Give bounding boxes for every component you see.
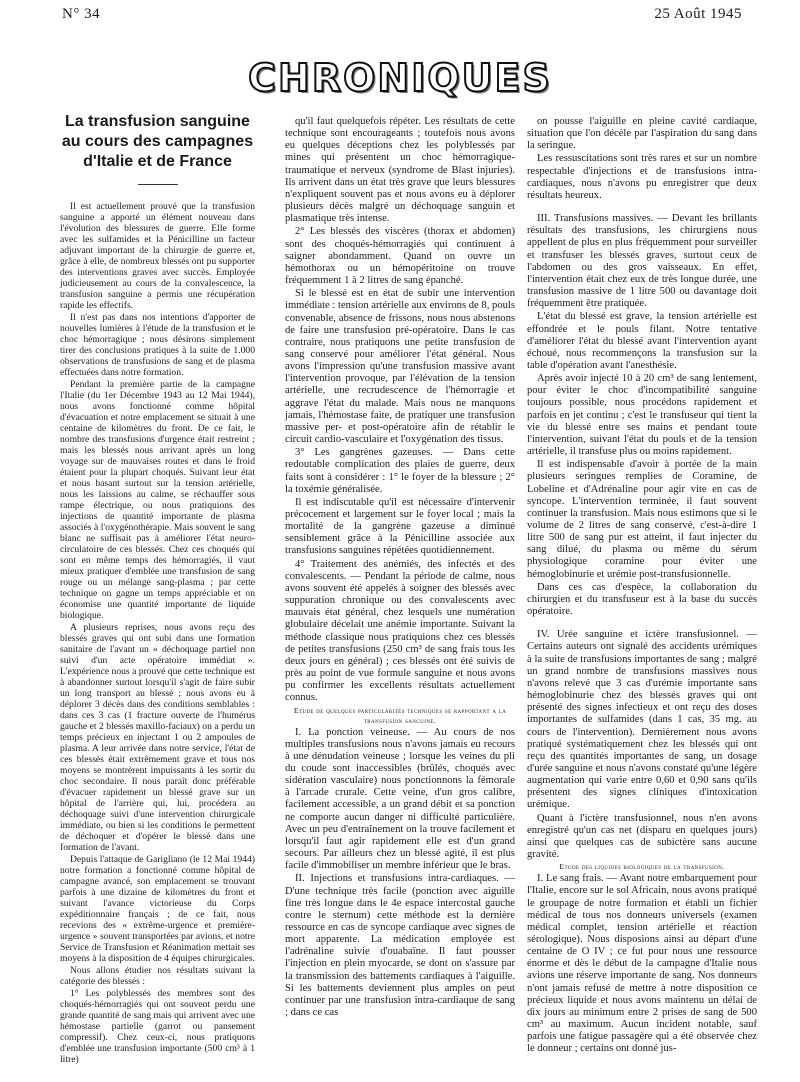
- paragraph: Les ressuscitations sont très rares et sur un nombre respectable d'injections et de transfusions intra-cardiaques, nous n'avons pu enregistrer que deux résultats heureux.: [527, 153, 757, 201]
- paragraph: Pendant la première partie de la campagne l'Italie (du 1er Décembre 1943 au 12 Mai 1944), nous avons fonctionné comme hôpital d'évacuation et notre emplacement se situait à une centaine de kilomètres du front. De ce fait, le nombre des transfusions d'urgence était restreint ; mais les blessés nous arrivant après un long voyage sur de mauvaises routes et dans le froid étaient pour la plupart choqués. Suivant leur état et nous basant surtout sur la tension artérielle, nous les laissions au calme, se réchauffer sous rampe électrique, ou nous pratiquions des injections de quantité importante de plasma associés à l'oxygénothérapie. Mais souvent le sang blanc ne suffisait pas à améliorer l'état neuro-circulatoire de ces blessés. Chez ces choqués qui sont en même temps des hémorragiés, il vaut mieux pratiquer d'emblée une transfusion de sang rouge ou un mélange sang-plasma ; par cette technique on gagne un temps appréciable et on économise une quantité importante de liquide biologique.: [60, 379, 255, 621]
- paragraph: Dans ces cas d'espèce, la collaboration du chirurgien et du transfuseur est à la base du succès opératoire.: [527, 581, 757, 618]
- paragraph: Si le blessé est en état de subir une intervention immédiate : tension artérielle aux environs de 8, pouls convenable, absence de frissons, nous nous abstenons de faire une transfusion pré-opératoire. Dans le cas contraire, nous pratiquons une petite transfusion de sang conservé pour améliorer l'état général. Nous avons l'impression qu'une transfusion massive avant l'intervention provoque, par l'élévation de la tension artérielle, une recrudescence de l'hémorragie et aggrave l'état du malade. Mais nous ne manquons jamais, l'hémostase faite, de pratiquer une transfusion massive per- et post-opératoire afin de rétablir le circuit cardio-vasculaire et l'oxygénation des tissus.: [285, 288, 515, 446]
- paragraph: IV. Urée sanguine et ictère transfusionnel. — Certains auteurs ont signalé des accidents urémiques à la suite de transfusions importantes de sang ; malgré un grand nombre de transfusions massives nous n'avons relevé que 3 cas d'urémie importante sans hémoglobinurie chez des blessés graves qui ont présenté des signes infectieux et ont reçu des doses importantes de sulfamides (dans 1 cas, 35 mg. au cours de l'intervention). Dernièrement nous avons pratiqué systématiquement chez les blessés qui ont reçu des quantités importantes de sang, un dosage d'urée sanguine et nous n'avons constaté qu'une légère augmentation qui varie entre 0,60 et 0,90 sans qu'ils présentent des signes cliniques d'intoxication urémique.: [527, 629, 757, 811]
- paragraph: on pousse l'aiguille en pleine cavité cardiaque, situation que l'on décèle par l'aspiration du sang dans la seringue.: [527, 116, 757, 152]
- section-subheading: Etude de quelques particularités techniques se rapportant a la transfusion sanguine.: [293, 705, 507, 725]
- section-title: CHRONIQUES: [248, 56, 552, 100]
- paragraph: 2° Les blessés des viscères (thorax et abdomen) sont des choqués-hémorragiés qui continuent à saigner abondamment. Quand on ouvre un hémothorax ou un hémopéritoine on trouve fréquemment 1 à 2 litres de sang épanché.: [285, 226, 515, 287]
- paragraph: 1° Les polyblessés des membres sont des choqués-hémorragiés qui ont souvent perdu une grande quantité de sang mais qui arrivent avec une hémostase partielle (garrot ou pansement compressif). Chez ceux-ci, nous pratiquons d'emblée une transfusion importante (500 cm³ à 1 litre): [60, 988, 255, 1065]
- paragraph: A plusieurs reprises, nous avons reçu des blessés graves qui ont subi dans une formation sanitaire de l'avant un « déchoquage partiel non suivi d'un acte opératoire immédiat ». L'expérience nous a prouvé que cette technique est à abandonner surtout lorsqu'il s'agit de faire subir un long transport au blessé ; nous avons eu à déplorer 3 décès dans des conditions semblables : dans ces 3 cas (1 fracture ouverte de l'humérus gauche et 2 blessés maxillo-faciaux) on a perdu un temps précieux en injectant 1 ou 2 ampoules de plasma. A leur arrivée dans notre service, l'état de ces blessés était extrêmement grave et tous nos moyens se montrèrent impuissants à les sortir du choc secondaire. Il nous paraît donc préférable d'évacuer rapidement un blessé grave sur un hôpital de l'arrière qui, lui, procédera au déchoquage suivi d'une intervention chirurgicale immédiate, ou bien si les conditions le permettent de déchoquer et d'opérer le blessé dans une formation de l'avant.: [60, 622, 255, 853]
- paragraph: II. Injections et transfusions intra-cardiaques. — D'une technique très facile (ponction avec aiguille fine très longue dans le 4e espace intercostal gauche contre le sternum) cette méthode est la dernière ressource en cas de syncope cardiaque avec signes de mort apparente. La médication employée est l'adrénaline suivie d'ouabaïne. Il faut pousser l'injection en plein myocarde, se dont on s'assure par la transmission des battements cardiaques à l'aiguille. Si les battements deviennent plus amples on peut continuer par une transfusion intra-cardiaque de sang ; dans ce cas: [285, 873, 515, 1019]
- section-subheading: Etude des liquides biologiques de la transfusion.: [559, 862, 725, 872]
- paragraph: 3° Les gangrènes gazeuses. — Dans cette redoutable complication des plaies de guerre, deux faits sont à considérer : 1° le foyer de la blessure ; 2° la toxémie généralisée.: [285, 447, 515, 495]
- article-title: La transfusion sanguine au cours des campagnes d'Italie et de France: [61, 113, 254, 170]
- paragraph: Il n'est pas dans nos intentions d'apporter de nouvelles lumières à l'étude de la transfusion et le choc hémorragique ; nous désirons simplement tirer des conclusions pratiques à la suite de 1.000 observations de transfusions de sang et de plasma effectuées dans notre formation.: [60, 312, 255, 378]
- title-divider: [138, 184, 178, 185]
- paragraph: Il est actuellement prouvé que la transfusion sanguine a apporté un élément nouveau dans l'évolution des blessures de guerre. Elle forme avec les sulfamides et la Pénicilline un facteur adjuvant important de la chirurgie de guerre et, grâce à elle, de nombreux blessés ont pu supporter des interventions graves avec succès. Employée judicieusement au cours de la convalescence, la transfusion sanguine a permis une récupération rapide les effectifs.: [60, 201, 255, 311]
- paragraph: Après avoir injecté 10 à 20 cm³ de sang lentement, pour éviter le choc d'incompatibilité sanguine toujours possible, nous procédons rapidement et parfois en jet continu ; c'est le transfuseur qui tient la vie du blessé entre ses mains et pendant toute l'intervention, suivant l'état du pouls et de la tension artérielle, il transfuse plus ou moins rapidement.: [527, 373, 757, 458]
- paragraph: qu'il faut quelquefois répéter. Les résultats de cette technique sont encourageants ; toutefois nous avons eu quelques déceptions chez les polyblessés par mines qui présentent un choc hémorragique-traumatique et nerveux (syndrome de Blast injuries). Ils arrivent dans un état très grave que leurs blessures n'expliquent souvent pas et nous avons eu à déplorer plusieurs décès malgré un déchoquage sanguin et plasmatique très intense.: [285, 116, 515, 225]
- paragraph: Il est indispensable d'avoir à portée de la main plusieurs seringues remplies de Coramine, de Lobeline et d'Adrénaline pour agir vite en cas de syncope. L'intervention terminée, il faut souvent continuer la transfusion. Mais nous estimons que si le volume de 2 litres de sang conservé, c'est-à-dire 1 litre 500 de sang pur est atteint, il faut injecter du sang dilué, du plasma ou même du sérum physiologique coramine pour éviter une hémoglobinurie et urémie post-transfusionnelle.: [527, 459, 757, 580]
- paragraph: Nous allons étudier nos résultats suivant la catégorie des blessés :: [60, 965, 255, 987]
- paragraph: L'état du blessé est grave, la tension artérielle est effondrée et le pouls filant. Notre tentative d'améliorer l'état du blessé avant l'intervention ayant échoué, nous recommençons la transfusion sur la table d'opération avant l'anesthésie.: [527, 311, 757, 371]
- paragraph: III. Transfusions massives. — Devant les brillants résultats des transfusions, les chirurgiens nous appellent de plus en plus fréquemment pour surveiller et transfuser les blessés graves, surtout ceux de l'abdomen ou des gros vaisseaux. En effet, l'intervention était chez eux de très longue durée, une transfusion massive de 1 litre 500 ou davantage doit fréquemment être pratiquée.: [527, 213, 757, 310]
- paragraph: Depuis l'attaque de Garigliano (le 12 Mai 1944) notre formation a fonctionné comme hôpital de campagne avancé, son emplacement se trouvant parfois à une dizaine de kilomètres du front et suivant l'avance victorieuse du Corps expéditionnaire français ; de ce fait, nous recevions des « extrême-urgence et première-urgence » souvent transportées par avions, et notre Service de Transfusion et Réanimation mettait ses moyens à la disposition de 4 équipes chirurgicales.: [60, 854, 255, 964]
- paragraph: Quant à l'ictère transfusionnel, nous n'en avons enregistré qu'un cas net (disparu en quelques jours) ainsi que quelques cas de subictère sans aucune gravité.: [527, 812, 757, 861]
- paragraph: I. La ponction veineuse. — Au cours de nos multiples transfusions nous n'avons jamais eu recours à une dénudation veineuse ; lorsque les veines du pli du coude sont inaccessibles (brûlés, choqués avec sidération vasculaire) nous ponctionnons la fémorale à l'arcade crurale. Cette veine, d'un gros calibre, facilement accessible, a un grand débit et sa ponction ne comporte aucun danger ni difficulté particulière. Avec un peu d'entraînement on la trouve facilement et lorsqu'il faut agir rapidement elle est d'un grand secours. Par ailleurs chez un blessé agité, il est plus facile d'immobiliser un membre inférieur que le bras.: [285, 726, 515, 872]
- paragraph: 4° Traitement des anémiés, des infectés et des convalescents. — Pendant la période de calme, nous avons souvent été appelés à soigner des blessés avec suppuration chronique ou des convalescents avec mauvais état général, chez lesquels une numération globulaire décelait une anémie importante. Suivant la méthode classique nous pratiquions chez ces blessés de petites transfusions (250 cm³ de sang frais tous les deux jours en général) ; ces blessés ont été suivis de près au point de vue formule sanguine et nous avons pu confirmer les excellents résultats actuellement connus.: [285, 558, 515, 704]
- issue-number: N° 34: [62, 6, 101, 22]
- column-3: [527, 116, 757, 1057]
- paragraph: Il est indiscutable qu'il est nécessaire d'intervenir précocement et largement sur le foyer local ; mais la mortalité de la gangrène gazeuse a diminué sensiblement grâce à la Pénicilline associée aux transfusions sanguines répétées quotidiennement.: [285, 496, 515, 557]
- issue-date: 25 Août 1945: [654, 6, 742, 22]
- column-1: [60, 112, 255, 1066]
- column-2: [285, 116, 515, 1020]
- paragraph: I. Le sang frais. — Avant notre embarquement pour l'Italie, encore sur le sol Africain, nous avons pratiqué le groupage de notre formation et établi un fichier médical de tous nos donneurs universels (examen médical complet, tension artérielle et réaction sérologique). Nous disposions ainsi au départ d'une centaine de O IV ; ce fut pour nous une ressource énorme et dès le début de la campagne d'Italie nous avions une réserve importante de sang. Nos donneurs n'ont jamais refusé de mettre à notre disposition ce précieux liquide et nous avons maintenu un délai de dix jours au minimum entre 2 prises de sang de 500 cm³ au maximum. Aucun incident notable, sauf parfois une fatigue passagère qui a été observée chez le donneur ; certains ont donné jus-: [527, 873, 757, 1055]
